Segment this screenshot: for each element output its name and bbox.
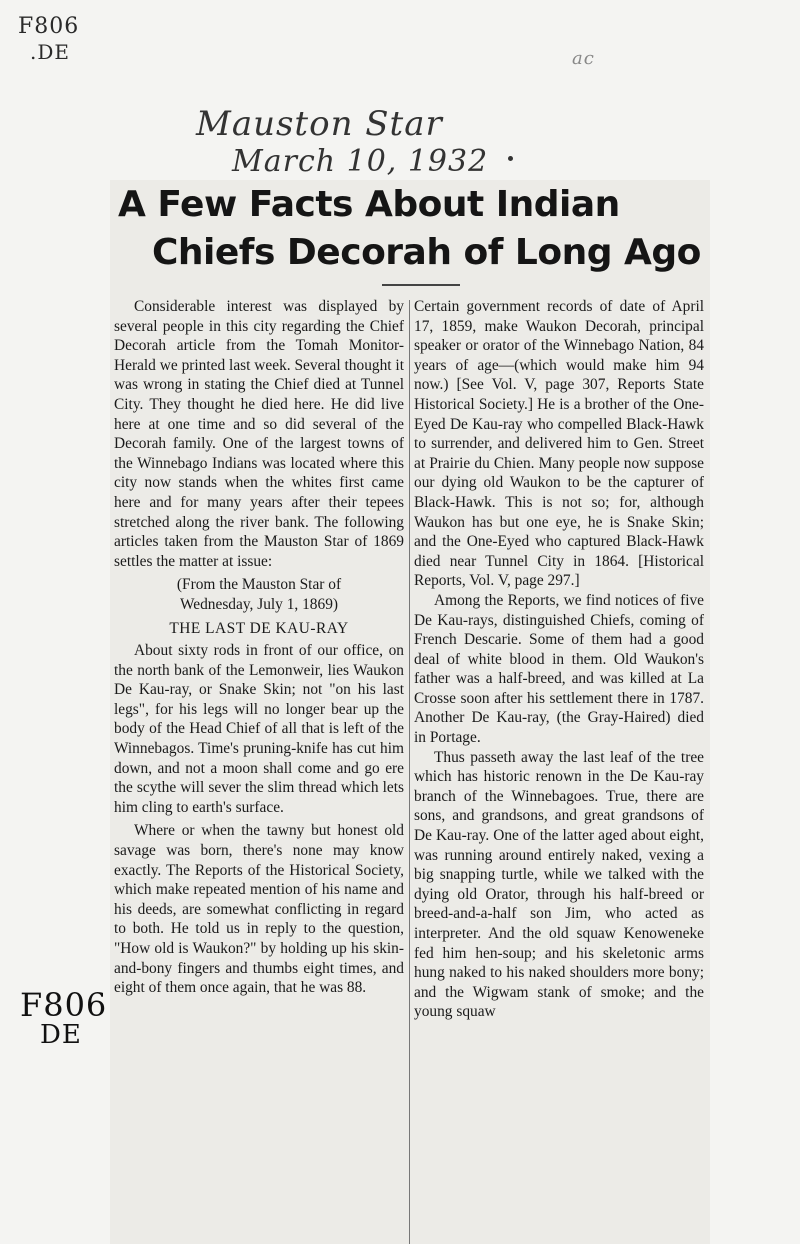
- handwritten-source-date: March 10, 1932: [232, 144, 489, 179]
- source-note-line-2: Wednesday, July 1, 1869): [179, 595, 339, 613]
- handwritten-source-name: Mauston Star: [196, 104, 443, 144]
- top-right-mark: ac: [572, 48, 595, 69]
- right-paragraph-1: Certain government records of date of April 17, 1859, make Waukon Decorah, principal speaker or orator of the Winnebago Nation, 84 years of age—(which would make him 94 now.) [See Vol. V, page 307, Reports State Historical Society.] He is a brother of the One-Eyed De Kau-ray who compelled Black-Hawk to surrender, and delivered him to Gen. Street at Prairie du Chien. Many people now suppose our dying old Waukon to be the capturer of Black-Hawk. This is not so; for, although Waukon has but one eye, he is Snake Skin; and the One-Eyed who captured Black-Hawk died near Tunnel City in 1864. [Historical Reports, Vol. V, page 297.]: [414, 298, 704, 590]
- margin-catalog-subcode: DE: [40, 1020, 82, 1050]
- right-paragraph-3: Thus passeth away the last leaf of the tree which has historic renown in the De Kau-ray branch of the Winnebagoes. True, there are sons, and grandsons, and great grandsons of De Kau-ray. One of the latter aged about eight, was running around entirely naked, vexing a big snapping turtle, while we talked with the dying old Orator, through his half-breed or breed-and-a-half son Jim, who acted as interpreter. And the old squaw Kenoweneke fed him hen-soup; and his skeletonic arms hung naked to his naked shoulders more bony; and the Wigwam stank of smoke; and the young squaw: [414, 748, 704, 1021]
- right-column: [414, 297, 704, 1022]
- headline-rule: [382, 284, 460, 286]
- corner-catalog-code: F806: [18, 14, 80, 39]
- ink-dot: [508, 156, 513, 161]
- corner-catalog-subcode: .DE: [30, 40, 70, 64]
- left-paragraph-1: Considerable interest was displayed by several people in this city regarding the Chief Decorah article from the Tomah Monitor-Herald we printed last week. Several thought it was wrong in stating the Chief died at Tunnel City. They thought he died here. He did live here at one time and so did several of the Decorah family. One of the largest towns of the Winnebago Indians was located where this city now stands when the whites first came here and for many years after their tepees stretched along the river bank. The following articles taken from the Mauston Star of 1869 settles the matter at issue:: [114, 298, 404, 570]
- margin-catalog-code: F806: [20, 986, 108, 1024]
- source-note-line-1: (From the Mauston Star of: [176, 576, 342, 594]
- left-column: [114, 297, 404, 998]
- subheading: THE LAST DE KAU-RAY: [169, 619, 349, 637]
- right-paragraph-2: Among the Reports, we find notices of five De Kau-rays, distinguished Chiefs, coming of French Descarie. Some of them had a good deal of white blood in them. Old Waukon's father was a half-breed, and was killed at La Crosse soon after his settlement there in 1787. Another De Kau-ray, (the Gray-Haired) died in Portage.: [414, 591, 704, 747]
- headline-line-2: Chiefs Decorah of Long Ago: [152, 232, 701, 273]
- left-paragraph-2: About sixty rods in front of our office, on the north bank of the Lemonweir, lies Waukon De Kau-ray, or Snake Skin; not "on his last legs", for his legs will no longer bear up the body of the Head Chief of all that is left of the Winnebagos. Time's pruning-knife has cut him down, and not a moon shall come and go ere the scythe will sever the slim thread which lets him cling to earth's surface.: [114, 642, 404, 816]
- headline-line-1: A Few Facts About Indian: [118, 184, 620, 225]
- column-divider: [409, 300, 410, 1244]
- left-paragraph-3: Where or when the tawny but honest old savage was born, there's none may know exactly. The Reports of the Historical Society, which make repeated mention of his name and his deeds, are somewhat conflicting in regard to both. He told us in reply to the question, "How old is Waukon?" by holding up his skin-and-bony fingers and thumbs eight times, and eight of them once again, that he was 88.: [114, 822, 404, 997]
